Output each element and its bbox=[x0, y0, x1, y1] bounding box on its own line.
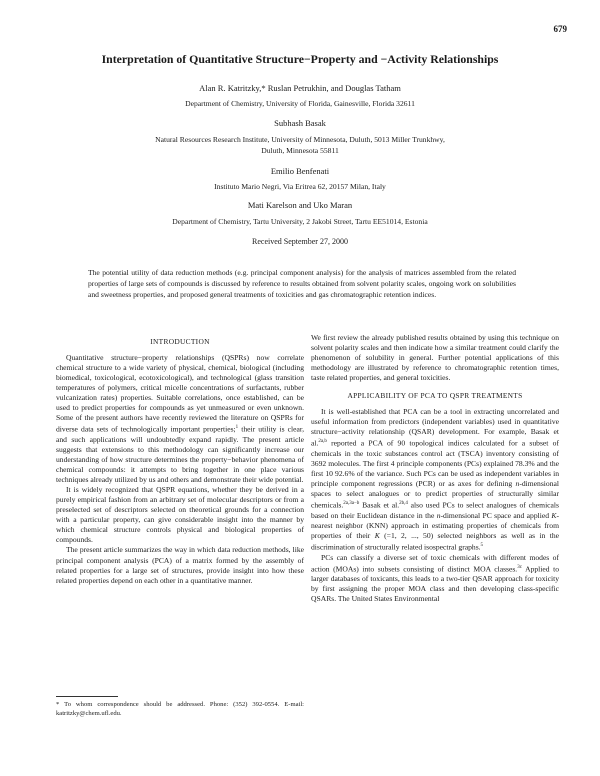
citation-sup: 2b,4 bbox=[399, 501, 408, 507]
author-group-2: Subhash Basak bbox=[274, 118, 326, 128]
p2-text-g: -nearest neighbor (KNN) approach in estimating properties of chemicals from properties of their bbox=[311, 510, 559, 540]
affiliation-1: Department of Chemistry, University of Florida, Gainesville, Florida 32611 bbox=[185, 99, 415, 108]
intro-paragraph-1 bbox=[56, 353, 304, 485]
footnote-marker: * bbox=[56, 701, 60, 708]
intro-p1-tail: their utility is clear, and such applications will undoubtedly expand rapidly. The present article suggests that extensions to this methodology can significantly increase our understanding of how structure determines the property−behavior phenomena of chemical compounds: it attempts to bring together in one place various techniques already utilized by us and others and demonstrate their wide potential. bbox=[56, 424, 305, 485]
p2-text-f: -dimensional PC space and applied bbox=[440, 510, 552, 520]
affiliation-2-line2: Duluth, Minnesota 55811 bbox=[261, 146, 339, 155]
footnote bbox=[56, 700, 304, 718]
p3-text-b: Applied to larger databases of toxicants, this leads to a two-tier QSAR approach for toxicity by first assigning the proper MOA class and then developing class-specific QSARs. The United States Environmental bbox=[311, 564, 560, 604]
pca-heading: APPLICABILITY OF PCA TO QSPR TREATMENTS bbox=[347, 391, 523, 401]
citation-sup: 3c bbox=[517, 564, 522, 570]
right-paragraph-2 bbox=[311, 407, 559, 552]
author-group-4: Mati Karelson and Uko Maran bbox=[247, 200, 353, 210]
author-group-1: Alan R. Katritzky,* Ruslan Petrukhin, and Douglas Tatham bbox=[199, 83, 401, 93]
p2-text-d: Basak et al. bbox=[359, 500, 400, 510]
citation-sup: 2a,3a−b bbox=[343, 501, 360, 507]
footnote-rule bbox=[56, 696, 118, 697]
italic-k: K bbox=[551, 510, 557, 520]
citation-sup: 2a,b bbox=[318, 439, 327, 445]
italic-k: K bbox=[374, 530, 380, 540]
received-date: Received September 27, 2000 bbox=[252, 237, 348, 246]
paper-title: Interpretation of Quantitative Structure−Property and −Activity Relationships bbox=[101, 52, 499, 66]
p2-text-h: (=1, 2, ..., 50) selected neighbors as well as in the discrimination of structurally related isospectral graphs. bbox=[311, 530, 559, 552]
citation-sup: 1 bbox=[235, 425, 239, 431]
abstract: The potential utility of data reduction methods (e.g. principal component analysis) for the analysis of matrices assembled from the related properties of large sets of compounds is discussed by reference to results obtained from solvent polarity scales, ongoing work on solubilities and sweetness properties, and proposed general treatments of toxicities and gas chromatographic retention indices. bbox=[88, 268, 516, 299]
italic-n: n bbox=[436, 510, 441, 520]
affiliation-2-line1: Natural Resources Research Institute, University of Minnesota, Duluth, 5013 Miller Trunkhwy, bbox=[155, 135, 445, 144]
right-paragraph-1: We first review the already published results obtained by using this technique on solvent polarity scales and then indicate how a similar treatment could clarify the phenomenon of solubility in general. Further potential applications of this methodology are illustrated by reference to chromatographic retention times, taste related properties, and general toxicities. bbox=[311, 333, 559, 383]
introduction-heading: INTRODUCTION bbox=[150, 337, 210, 346]
p2-text-c: -dimensional spaces to select analogues or to predict properties of structurally similar chemicals. bbox=[311, 479, 559, 510]
intro-p1-text: Quantitative structure−property relationships (QSPRs) now correlate chemical structure to a wide variety of physical, chemical, biological (including biomedical, toxicological, ecotoxicological), and technological (glass transition temperatures of polymers, critical micelle concentrations of surfactants, rubber vulcanization rates) properties. Suitable correlations, once established, can be used to predict properties for compounds as yet unmeasured or even unknown. Some of the present authors have recently reviewed the literature on QSPRs for diverse data sets of technologically important properties; bbox=[56, 353, 304, 434]
affiliation-4: Department of Chemistry, Tartu University, 2 Jakobi Street, Tartu EE51014, Estonia bbox=[172, 217, 428, 226]
italic-n: n bbox=[515, 479, 520, 489]
page-number: 679 bbox=[553, 24, 567, 34]
p2-text-b: reported a PCA of 90 topological indices calculated for a subset of chemicals in the toxic substances control act (TSCA) inventory consisting of 3692 molecules. The first 4 principle components (PCs) explained 78.3% and the first 10 92.6% of the variance. Such PCs can be used as independent variables in principle component regressions (PCR) or as axes for defining bbox=[311, 438, 559, 489]
right-column bbox=[311, 333, 559, 604]
p3-text-a: PCs can classify a diverse set of toxic chemicals with different modes of action (MOAs) into subsets consisting of distinct MOA classes. bbox=[311, 552, 559, 574]
intro-paragraph-2: It is widely recognized that QSPR equations, whether they be derived in a purely empirical fashion from an arbitrary set of molecular descriptors or from a preselected set of descriptors selected on theoretical grounds for a connection with a particular property, can give considerable insight into the manner by which chemical structure controls physical and biological properties of compounds. bbox=[56, 485, 304, 545]
right-paragraph-3 bbox=[311, 553, 559, 605]
footnote-text: To whom correspondence should be addressed. Phone: (352) 392-0554. E-mail: katritzky@chem.ufl.edu. bbox=[56, 701, 305, 717]
citation-sup: 5 bbox=[480, 542, 484, 548]
left-column bbox=[56, 337, 304, 586]
intro-paragraph-3: The present article summarizes the way in which data reduction methods, like principal component analysis (PCA) of a matrix formed by the assembly of related properties for a large set of structures, provide insight into how these related properties depend on each other in a quantitative manner. bbox=[56, 545, 304, 585]
p2-text-a: It is well-established that PCA can be a tool in extracting uncorrelated and useful information from predictors (independent variables) used in quantitative structure−activity relationship (QSAR) development. For example, Basak et al. bbox=[311, 407, 559, 448]
author-group-3: Emilio Benfenati bbox=[270, 166, 330, 176]
affiliation-3: Instituto Mario Negri, Via Eritrea 62, 20157 Milan, Italy bbox=[214, 182, 386, 191]
p2-text-e: also used PCs to select analogues of chemicals based on their Euclidean distance in the bbox=[311, 500, 559, 520]
